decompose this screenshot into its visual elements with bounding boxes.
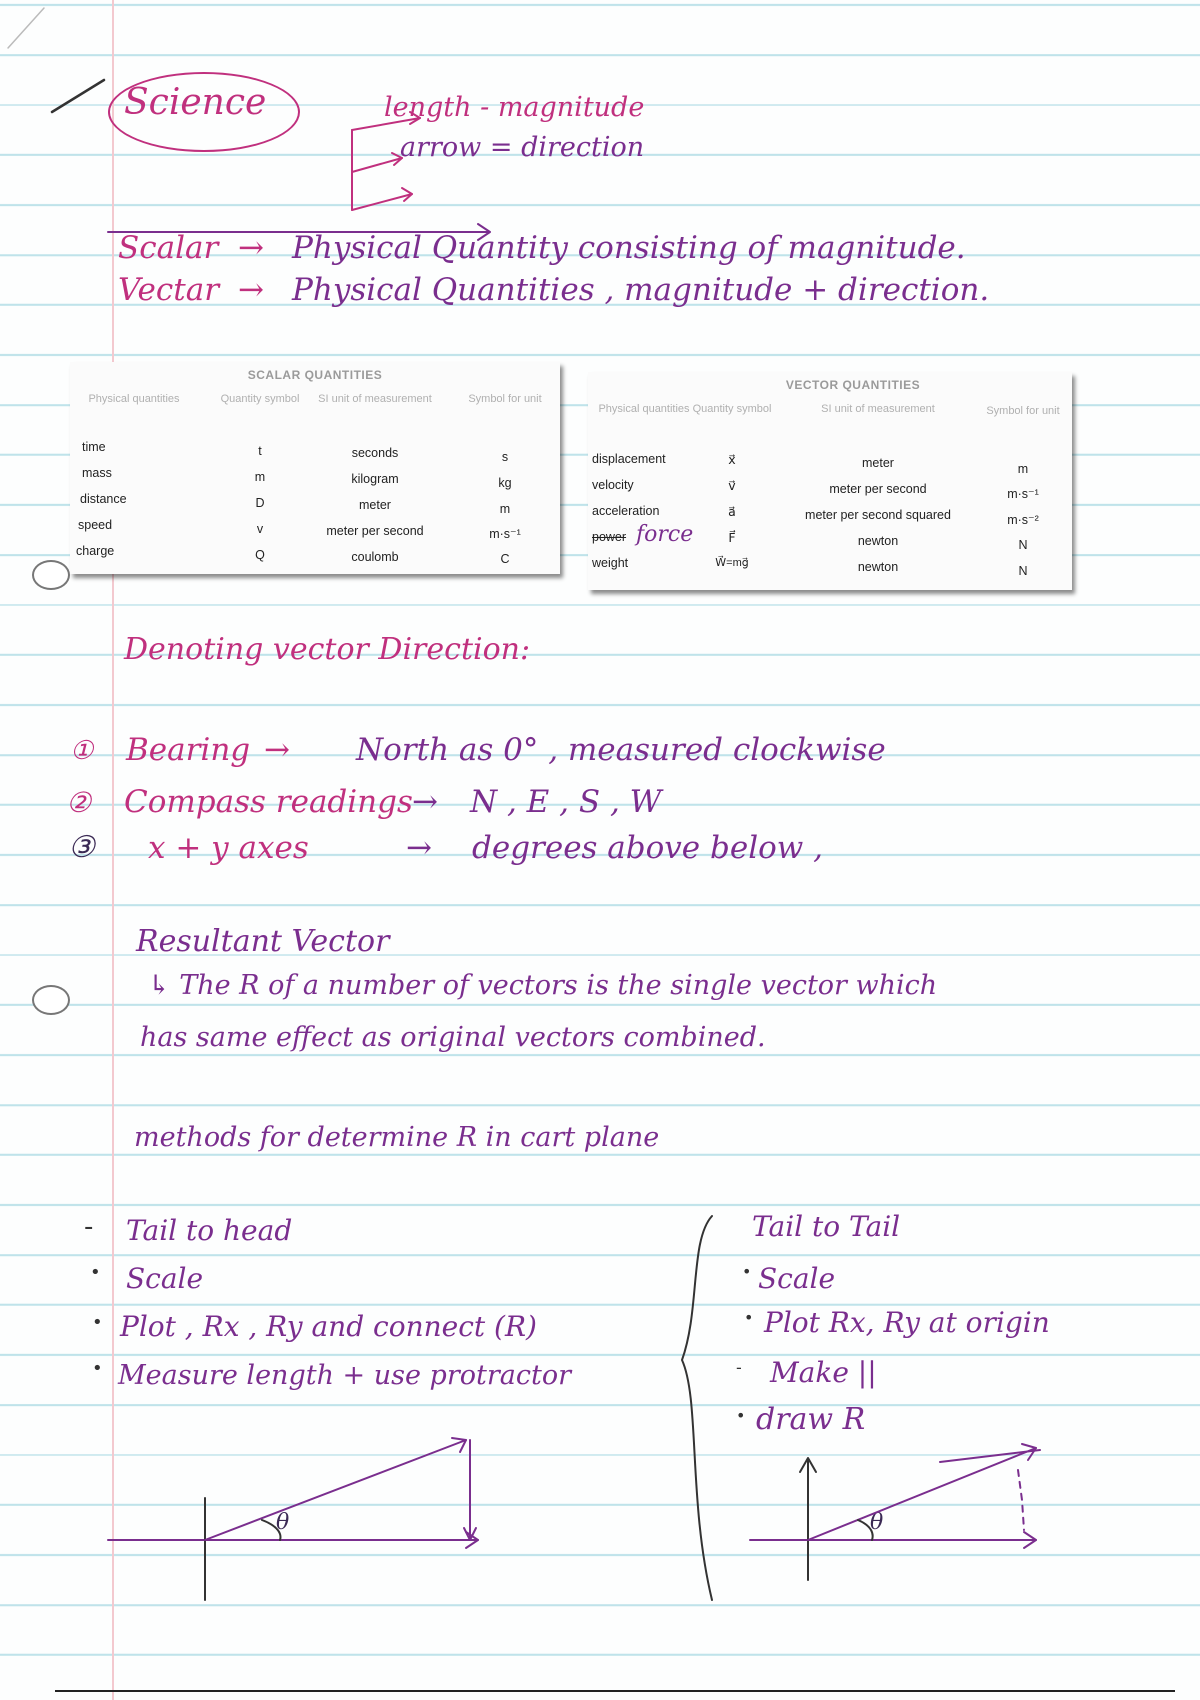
table-cell: t	[258, 444, 262, 458]
vector-header-unit: SI unit of measurement	[821, 403, 935, 415]
table-cell: m·s⁻¹	[489, 527, 521, 541]
page-bottom-line	[55, 1690, 1175, 1692]
table-cell: v⃗	[728, 479, 736, 493]
method-title-tail-to-tail: Tail to Tail	[752, 1210, 901, 1243]
list-number: ①	[70, 736, 94, 766]
tail-to-head-diagram	[108, 1438, 478, 1600]
scalar-header-quantity: Physical quantities	[88, 393, 180, 405]
table-cell-struck: power	[592, 530, 627, 544]
scalar-table-title: SCALAR QUANTITIES	[247, 368, 383, 382]
table-cell: speed	[78, 518, 113, 532]
table-cell: m·s⁻¹	[1007, 487, 1039, 501]
bearing-term: Bearing	[126, 732, 251, 768]
table-cell: a⃗	[728, 505, 736, 519]
vector-arrow: →	[238, 272, 264, 308]
table-cell: W⃗=mg⃗	[715, 557, 749, 569]
angle-label: θ	[870, 1510, 884, 1535]
handwritten-correction: force	[636, 522, 694, 547]
vector-arrow-diagram	[352, 112, 420, 210]
check-mark	[52, 80, 104, 112]
scalar-header-symbol: Quantity symbol	[220, 393, 300, 405]
list-bullet: •	[92, 1312, 103, 1333]
table-cell: distance	[80, 492, 127, 506]
section-heading-resultant: Resultant Vector	[136, 924, 390, 959]
table-cell: m·s⁻²	[1007, 513, 1039, 527]
method-brace	[682, 1216, 712, 1600]
section-divider-arrow	[108, 224, 490, 240]
table-cell: C	[500, 552, 510, 566]
compass-arrow: →	[412, 784, 438, 820]
table-cell: displacement	[592, 452, 666, 466]
list-number: ②	[66, 786, 92, 819]
table-cell: weight	[592, 556, 629, 570]
table-cell: acceleration	[592, 504, 660, 518]
vector-table-title: VECTOR QUANTITIES	[785, 378, 921, 392]
method-step: Scale	[758, 1262, 836, 1295]
method-step: Plot , Rx , Ry and connect (R)	[120, 1310, 537, 1343]
list-bullet: •	[744, 1308, 754, 1327]
table-cell: v	[256, 522, 264, 536]
table-cell: kilogram	[351, 472, 399, 486]
tail-to-tail-diagram	[750, 1444, 1040, 1580]
table-cell: velocity	[592, 478, 634, 492]
table-cell: D	[255, 496, 265, 510]
scalar-header-unit-symbol: Symbol for unit	[468, 393, 542, 405]
table-cell: m	[1017, 462, 1029, 476]
resultant-definition-line1: ↳ The R of a number of vectors is the single vector which	[148, 970, 938, 1001]
table-cell: kg	[498, 476, 512, 490]
method-step: Measure length + use protractor	[118, 1360, 571, 1391]
scalar-arrow: →	[238, 230, 264, 266]
table-cell: mass	[82, 466, 112, 480]
table-cell: F⃗	[728, 531, 736, 545]
table-cell: newton	[857, 560, 899, 574]
methods-heading: methods for determine R in cart plane	[134, 1122, 660, 1153]
vector-header-symbol: Quantity symbol	[692, 403, 772, 415]
corner-tick	[8, 8, 44, 48]
table-cell: x⃗	[728, 453, 736, 467]
table-cell: seconds	[351, 446, 399, 460]
compass-term: Compass readings	[124, 784, 413, 820]
list-bullet: •	[742, 1262, 752, 1281]
table-cell: N	[1018, 538, 1028, 552]
table-cell: charge	[76, 544, 115, 558]
bearing-arrow: →	[264, 732, 290, 768]
table-cell: meter	[862, 456, 894, 470]
resultant-definition-line2: has same effect as original vectors combined.	[140, 1022, 766, 1053]
vector-header-quantity: Physical quantities	[598, 403, 690, 415]
section-heading-direction: Denoting vector Direction:	[124, 632, 531, 667]
table-cell: Q	[255, 548, 265, 562]
table-cell: coulomb	[351, 550, 399, 564]
list-bullet: -	[736, 1358, 742, 1377]
vector-definition: Physical Quantities , magnitude + direction.	[292, 272, 990, 308]
table-cell: N	[1018, 564, 1028, 578]
vector-term: Vectar	[118, 272, 220, 308]
axes-detail: degrees above below ,	[472, 830, 824, 866]
direction-note: arrow = direction	[400, 132, 645, 163]
table-cell: m	[254, 470, 266, 484]
method-step: draw R	[756, 1402, 866, 1437]
axes-arrow: →	[406, 830, 432, 866]
method-step: Make ||	[770, 1356, 877, 1389]
table-cell: meter per second squared	[805, 508, 951, 522]
method-step: Plot Rx, Ry at origin	[764, 1306, 1050, 1339]
page-title: Science	[124, 82, 267, 123]
list-bullet: •	[92, 1358, 103, 1379]
table-cell: meter per second	[326, 524, 424, 538]
scalar-term: Scalar	[118, 230, 219, 266]
method-step: Scale	[126, 1262, 204, 1295]
list-dash: -	[84, 1212, 94, 1242]
list-bullet: •	[736, 1406, 746, 1425]
table-cell: meter	[359, 498, 391, 512]
vector-header-unit-symbol: Symbol for unit	[986, 405, 1060, 417]
scalar-header-unit: SI unit of measurement	[318, 393, 432, 405]
table-cell: time	[82, 440, 106, 454]
table-cell: newton	[857, 534, 899, 548]
compass-detail: N , E , S , W	[470, 784, 662, 820]
method-title-tail-to-head: Tail to head	[126, 1214, 293, 1247]
table-cell: s	[501, 450, 509, 464]
table-cell: meter per second	[829, 482, 927, 496]
list-number: ③	[68, 830, 95, 865]
angle-label: θ	[276, 1510, 290, 1535]
axes-term: x + y axes	[148, 830, 309, 866]
list-bullet: •	[90, 1262, 101, 1283]
bearing-detail: North as 0° , measured clockwise	[356, 732, 886, 768]
scalar-definition: Physical Quantity consisting of magnitude.	[292, 230, 966, 266]
table-cell: m	[499, 502, 511, 516]
magnitude-note: length - magnitude	[384, 92, 645, 123]
